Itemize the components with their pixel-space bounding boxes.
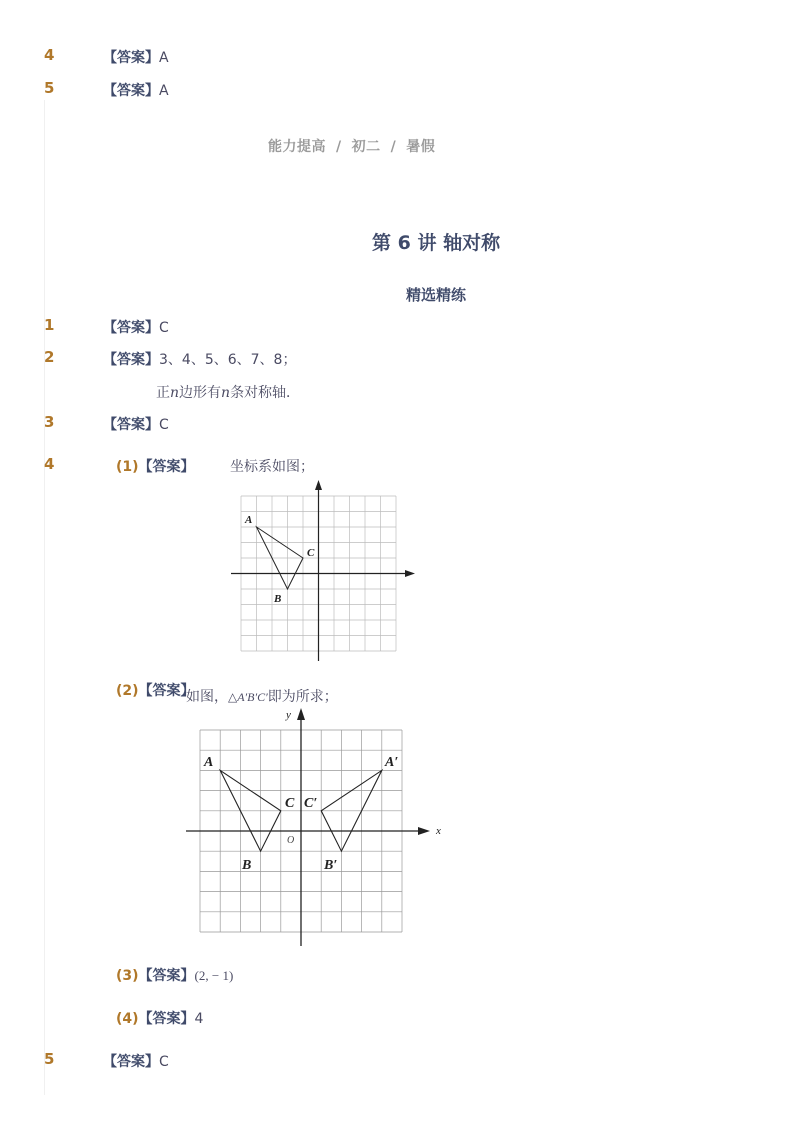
answer-text: 坐标系如图； <box>230 459 314 475</box>
y-axis-arrow <box>297 708 305 720</box>
answer-line <box>103 47 169 67</box>
breadcrumb <box>268 136 435 156</box>
explanation-line <box>156 382 300 402</box>
question-number: 3 <box>44 413 55 431</box>
question-number: 4 <box>44 46 55 64</box>
explanation-text: 正 <box>156 385 170 401</box>
sub-question-label: (1) <box>116 459 139 475</box>
grid-figure-2 <box>180 700 450 950</box>
question-number: 5 <box>44 1050 55 1068</box>
point-label: B <box>274 593 282 605</box>
answer-value: 4 <box>194 1011 204 1027</box>
left-margin-line <box>44 100 45 1095</box>
triangle-name: △A′B′C′ <box>228 690 268 704</box>
question-number: 4 <box>44 455 55 473</box>
answer-line <box>116 965 233 985</box>
answer-tag: 【答案】 <box>103 417 159 433</box>
answer-text-part: 即为所求； <box>267 689 338 705</box>
answer-tag: 【答案】 <box>103 320 159 336</box>
x-axis-label: x <box>436 825 441 837</box>
x-axis-arrow <box>418 827 430 835</box>
breadcrumb-item: 能力提高 <box>268 139 326 155</box>
answer-line <box>103 1051 169 1071</box>
answer-text-part: 如图， <box>186 689 228 705</box>
explanation-text: 边形有 <box>179 385 222 401</box>
point-label: B <box>242 858 252 873</box>
answer-value: A <box>159 50 169 66</box>
answer-line <box>116 1008 203 1028</box>
question-number: 1 <box>44 316 55 334</box>
question-number: 2 <box>44 348 55 366</box>
section-subtitle: 精选精练 <box>406 286 467 304</box>
answer-value: (2, − 1) <box>194 968 234 983</box>
answer-value: C <box>159 417 169 433</box>
point-label: C <box>285 796 295 811</box>
answer-value: 3、4、5、6、7、8； <box>159 352 297 368</box>
point-label: C <box>307 547 315 559</box>
breadcrumb-item: 初二 <box>351 139 381 155</box>
y-axis-label: y <box>286 709 291 721</box>
breadcrumb-separator: / <box>390 139 397 155</box>
answer-tag: 【答案】 <box>103 50 159 66</box>
answer-tag: 【答案】 <box>138 459 195 475</box>
answer-line <box>103 80 169 100</box>
math-variable: n <box>221 385 231 401</box>
answer-tag: 【答案】 <box>138 683 195 699</box>
answer-tag: 【答案】 <box>138 1011 195 1027</box>
math-variable: n <box>170 385 180 401</box>
point-label: A′ <box>385 755 399 770</box>
sub-question-label: (2) <box>116 683 139 699</box>
explanation-text: 条对称轴． <box>230 385 301 401</box>
answer-tag: 【答案】 <box>138 968 195 984</box>
grid-figure-1 <box>225 477 425 667</box>
answer-value: C <box>159 1054 169 1070</box>
answer-tag: 【答案】 <box>103 83 159 99</box>
sub-question-label: (3) <box>116 968 139 984</box>
x-axis-arrow <box>405 570 415 577</box>
point-label: A <box>204 755 214 770</box>
answer-line <box>116 456 195 476</box>
answer-line <box>103 414 169 434</box>
point-label: B′ <box>324 858 338 873</box>
answer-line <box>116 680 195 700</box>
answer-tag: 【答案】 <box>103 352 159 368</box>
breadcrumb-item: 暑假 <box>406 139 436 155</box>
breadcrumb-separator: / <box>336 139 342 155</box>
answer-tag: 【答案】 <box>103 1054 159 1070</box>
point-label: C′ <box>304 796 318 811</box>
lecture-title: 第 6 讲 轴对称 <box>372 232 501 254</box>
answer-value: A <box>159 83 169 99</box>
answer-line <box>103 317 169 337</box>
origin-label: O <box>287 835 295 846</box>
question-number: 5 <box>44 79 55 97</box>
answer-line <box>103 349 296 369</box>
y-axis-arrow <box>315 480 322 490</box>
answer-value: C <box>159 320 169 336</box>
point-label: A <box>245 514 253 526</box>
sub-question-label: (4) <box>116 1011 139 1027</box>
